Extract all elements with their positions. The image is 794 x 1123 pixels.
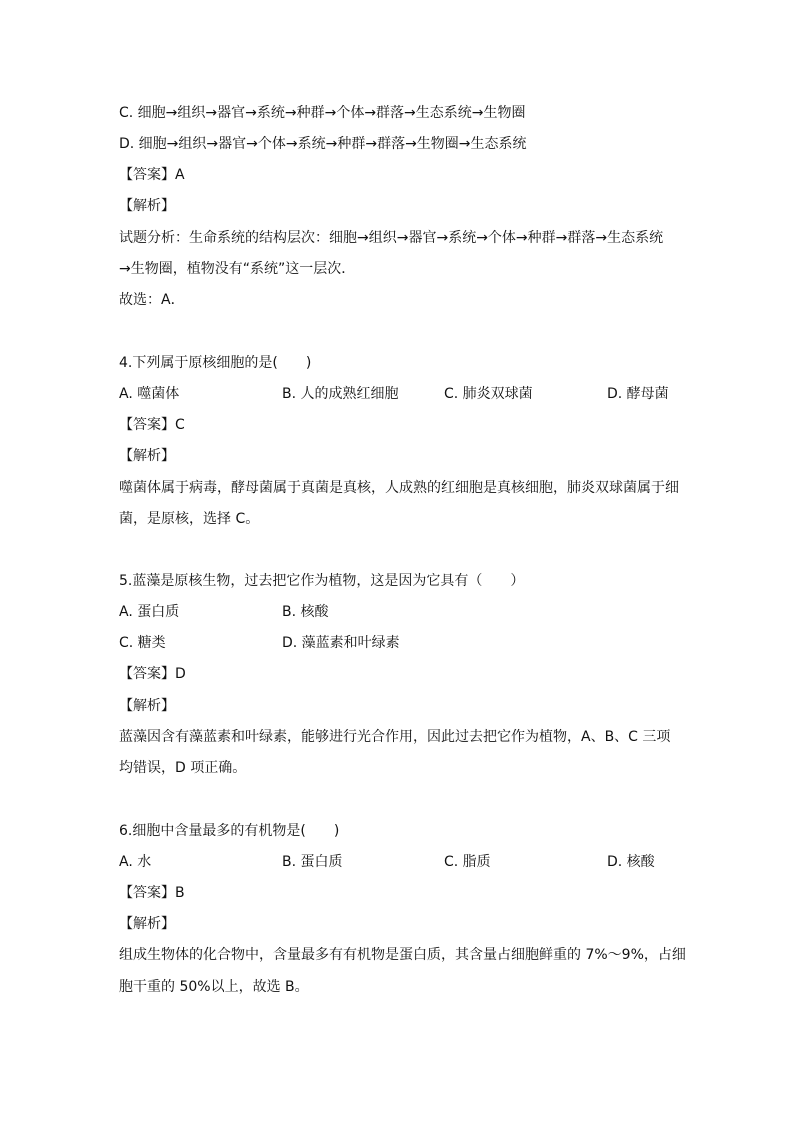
- q4-option-c: C. 肺炎双球菌: [444, 386, 533, 402]
- q4-analysis-label: 【解析】: [119, 448, 175, 464]
- q5-question: 5.蓝藻是原核生物，过去把它作为植物，这是因为它具有（ ）: [119, 573, 525, 589]
- q3-analysis-line-1: 试题分析：生命系统的结构层次：细胞→组织→器官→系统→个体→种群→群落→生态系统: [119, 230, 664, 246]
- q6-option-b: B. 蛋白质: [282, 854, 343, 870]
- q4-answer: 【答案】C: [119, 417, 185, 433]
- q4-option-a: A. 噬菌体: [119, 386, 180, 402]
- q4-question: 4.下列属于原核细胞的是( ): [119, 355, 312, 371]
- q6-analysis-line-2: 胞干重的 50%以上，故选 B。: [119, 979, 309, 995]
- q6-analysis-label: 【解析】: [119, 916, 175, 932]
- q6-question: 6.细胞中含量最多的有机物是( ): [119, 823, 340, 839]
- q5-analysis-line-1: 蓝藻因含有藻蓝素和叶绿素，能够进行光合作用，因此过去把它作为植物，A、B、C 三项: [119, 729, 671, 745]
- q5-option-d: D. 藻蓝素和叶绿素: [282, 635, 400, 651]
- q3-option-d: D. 细胞→组织→器官→个体→系统→种群→群落→生物圈→生态系统: [119, 136, 527, 152]
- q5-analysis-line-2: 均错误，D 项正确。: [119, 760, 247, 776]
- q6-option-a: A. 水: [119, 854, 152, 870]
- q5-analysis-label: 【解析】: [119, 698, 175, 714]
- q6-answer: 【答案】B: [119, 885, 185, 901]
- q6-option-d: D. 核酸: [607, 854, 655, 870]
- q4-option-d: D. 酵母菌: [607, 386, 669, 402]
- q3-analysis-line-3: 故选：A．: [119, 292, 185, 308]
- q6-analysis-line-1: 组成生物体的化合物中，含量最多有有机物是蛋白质，其含量占细胞鲜重的 7%～9%，占细: [119, 947, 686, 963]
- q4-analysis-line-2: 菌，是原核，选择 C。: [119, 511, 260, 527]
- q5-option-c: C. 糖类: [119, 635, 166, 651]
- q3-analysis-line-2: →生物圈，植物没有“系统”这一层次．: [119, 261, 356, 277]
- q3-analysis-label: 【解析】: [119, 198, 175, 214]
- q4-analysis-line-1: 噬菌体属于病毒，酵母菌属于真菌是真核，人成熟的红细胞是真核细胞，肺炎双球菌属于细: [119, 480, 679, 496]
- q5-answer: 【答案】D: [119, 666, 186, 682]
- q6-option-c: C. 脂质: [444, 854, 491, 870]
- q5-option-b: B. 核酸: [282, 604, 329, 620]
- q3-answer: 【答案】A: [119, 167, 185, 183]
- q5-option-a: A. 蛋白质: [119, 604, 180, 620]
- q4-option-b: B. 人的成熟红细胞: [282, 386, 399, 402]
- q3-option-c: C. 细胞→组织→器官→系统→种群→个体→群落→生态系统→生物圈: [119, 105, 526, 121]
